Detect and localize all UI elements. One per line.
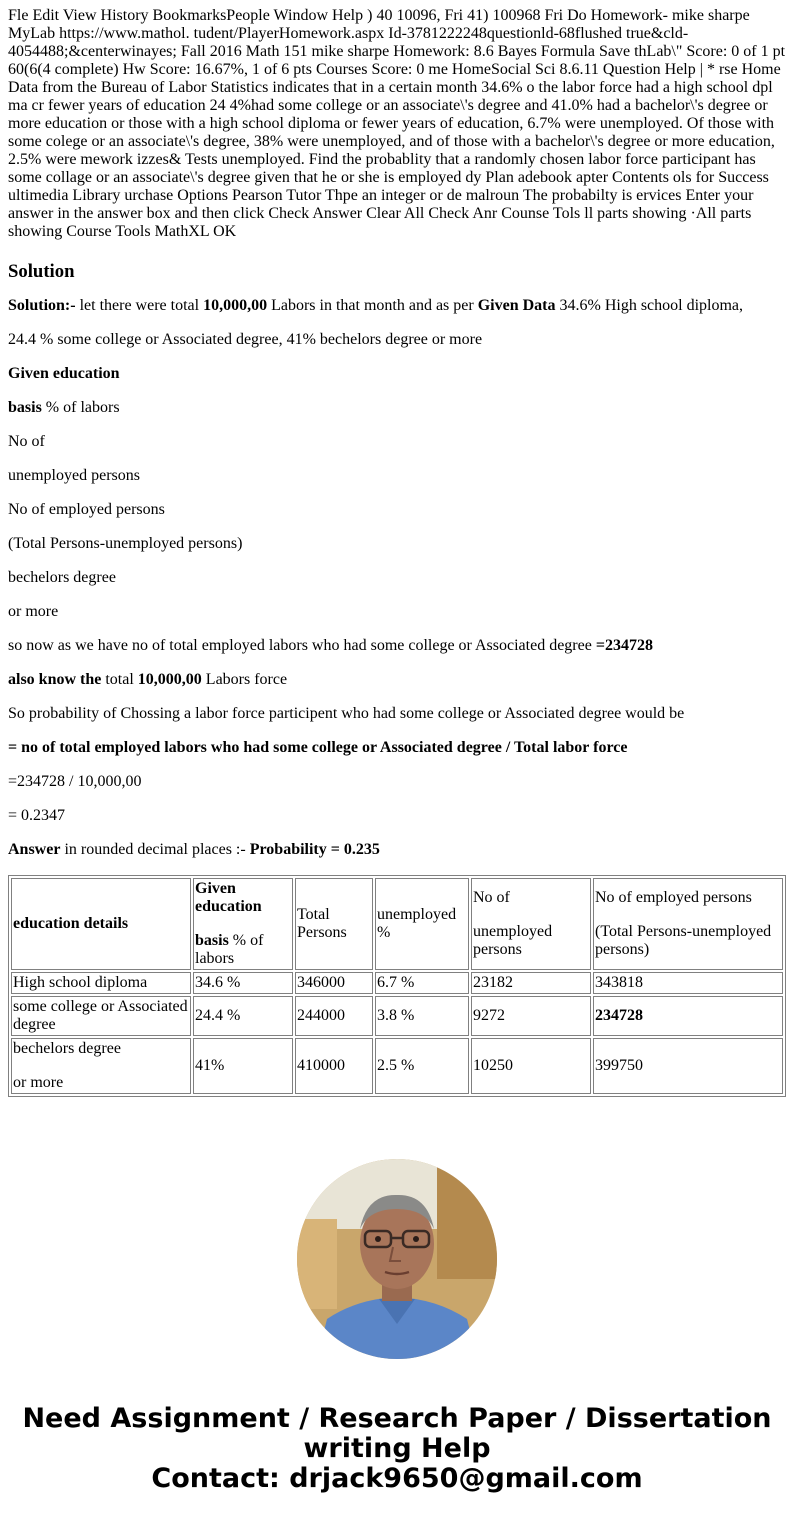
table-row xyxy=(11,996,783,1036)
table-header-cell: Given education basis % of labors xyxy=(193,878,293,970)
table-cell: 3.8 % xyxy=(375,996,469,1036)
table-cell: 346000 xyxy=(295,972,373,994)
table-cell: 9272 xyxy=(471,996,591,1036)
highlighted-value: 234728 xyxy=(595,1007,643,1024)
table-header-row xyxy=(11,878,783,970)
avatar xyxy=(297,1159,497,1359)
table-cell: 41% xyxy=(193,1038,293,1094)
no-of: No of xyxy=(8,433,45,450)
calc-line-1: =234728 / 10,000,00 xyxy=(8,773,142,790)
table-cell: some college or Associated degree xyxy=(11,996,191,1036)
table-cell: 399750 xyxy=(593,1038,783,1094)
or-more: or more xyxy=(8,603,59,620)
table-header-cell: unemployed % xyxy=(375,878,469,970)
table-cell xyxy=(593,996,783,1036)
given-education: Given education xyxy=(8,365,120,382)
table-cell: bechelors degree or more xyxy=(11,1038,191,1094)
table-cell: 244000 xyxy=(295,996,373,1036)
basis-labors: basis % of labors xyxy=(8,399,120,416)
unemployed-persons: unemployed persons xyxy=(8,467,140,484)
solution-line-2: 24.4 % some college or Associated degree, 41% bechelors degree or more xyxy=(8,331,483,348)
total-minus-unemployed: (Total Persons-unemployed persons) xyxy=(8,535,243,552)
table-cell: 2.5 % xyxy=(375,1038,469,1094)
avatar-portrait-image xyxy=(297,1159,497,1359)
footer-banner xyxy=(0,1404,794,1494)
table-cell: 24.4 % xyxy=(193,996,293,1036)
table-row xyxy=(11,972,783,994)
answer-value: Probability = 0.235 xyxy=(249,841,380,858)
footer-line-1: Need Assignment / Research Paper / Dissertation writing Help xyxy=(22,1403,772,1464)
table-cell: 10250 xyxy=(471,1038,591,1094)
table-cell: 34.6 % xyxy=(193,972,293,994)
table-header-cell: education details xyxy=(11,878,191,970)
table-header-cell: No of employed persons (Total Persons-unemployed persons) xyxy=(593,878,783,970)
ocr-question-text: Fle Edit View History BookmarksPeople Window Help ) 40 10096, Fri 41) 100968 Fri Do Homework- mike sharpe MyLab https://www.mathol. tudent/PlayerHomework.aspx Id-3781222248questionld-68flushed true&cld-4054488;&centerwinayes; Fall 2016 Math 151 mike sharpe Homework: 8.6 Bayes Formula Save thLab\" Score: 0 of 1 pt 60(6(4 complete) Hw Score: 16.67%, 1 of 6 pts Courses Score: 0 me HomeSocial Sci 8.6.11 Question Help | * rse Home Data from the Bureau of Labor Statistics indicates that in a certain month 34.6% o the labor force had a high school dpl ma cr fewer years of education 24 4%had some college or an associate\'s degree and 41.0% had a bachelor\'s degree or more education or those with a high school diploma or fewer years of education, 6.7% were unemployed. Of those with some colege or an associate\'s degree, 38% were unemployed, and of those with a bachelor\'s degree or more education, 2.5% were mework izzes& Tests unemployed. Find the probablity that a randomly chosen labor force participant has some collage or an associate\'s degree given that he or she is employed dy Plan adebook apter Contents ols for Success ultimedia Library urchase Options Pearson Tutor Thpe an integer or de malroun The probabilty is ervices Enter your answer in the answer box and then click Check Answer Clear All Check Anr Counse Tols ll parts showing ·All parts showing Course Tools MathXL OK xyxy=(8,7,786,240)
table-cell: 410000 xyxy=(295,1038,373,1094)
table-cell: High school diploma xyxy=(11,972,191,994)
table-cell: 23182 xyxy=(471,972,591,994)
table-cell: 343818 xyxy=(593,972,783,994)
so-probability-line: So probability of Chossing a labor force participent who had some college or Associated degree would be xyxy=(8,705,685,722)
table-row xyxy=(11,1038,783,1094)
table-header-cell: Total Persons xyxy=(295,878,373,970)
no-employed-persons: No of employed persons xyxy=(8,501,165,518)
bechelors-degree: bechelors degree xyxy=(8,569,116,586)
so-now-line: so now as we have no of total employed labors who had some college or Associated degree =234728 xyxy=(8,637,653,654)
calc-line-2: = 0.2347 xyxy=(8,807,66,824)
avatar-wrap xyxy=(8,1159,786,1359)
formula-line: = no of total employed labors who had some college or Associated degree / Total labor force xyxy=(8,739,628,756)
footer-contact: Contact: drjack9650@gmail.com xyxy=(151,1463,643,1494)
table-cell: 6.7 % xyxy=(375,972,469,994)
table-header-cell: No of unemployed persons xyxy=(471,878,591,970)
solution-label: Solution:- xyxy=(8,297,76,314)
answer-line: Answer in rounded decimal places :- Probability = 0.235 xyxy=(8,841,380,858)
solution-heading: Solution xyxy=(8,261,75,282)
data-table xyxy=(8,875,786,1097)
also-know-line: also know the total 10,000,00 Labors force xyxy=(8,671,288,688)
solution-intro: Solution:- let there were total 10,000,00 Labors in that month and as per Given Data 34.6% High school diploma, xyxy=(8,297,744,314)
